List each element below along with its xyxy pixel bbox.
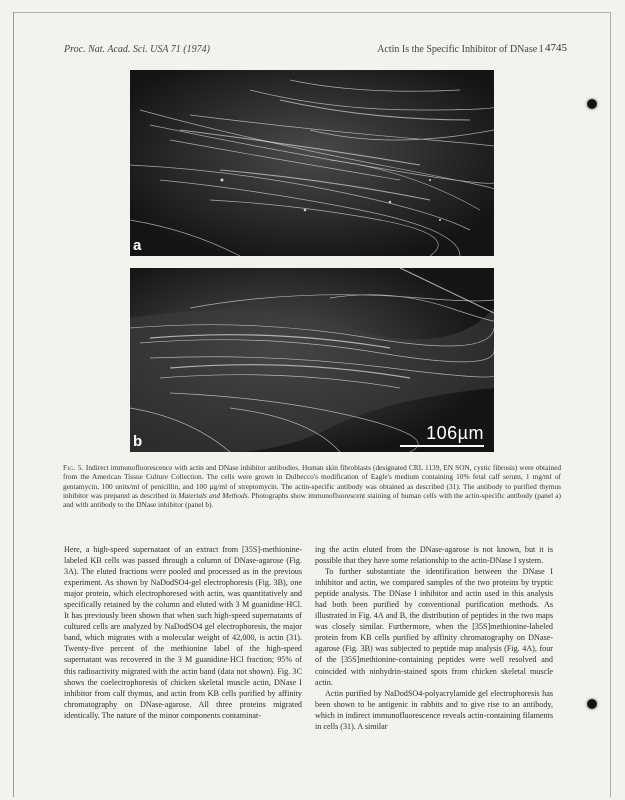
binder-hole-bottom [585, 697, 599, 711]
journal-citation: Proc. Nat. Acad. Sci. USA 71 (1974) [64, 44, 210, 55]
body-column-right [315, 544, 553, 732]
figure-caption [63, 463, 561, 510]
caption-italic-ref: Materials and Methods [178, 491, 248, 501]
panel-a-label: a [133, 237, 142, 254]
paragraph: Here, a high-speed supernatant of an extract from [35S]-methionine-labeled KB cells was passed through a column of DNase-agarose (Fig. 3A). The eluted fractions were pooled and processed as in the previous experiment. As shown by NaDodSO4-gel electrophoresis (Fig. 3B), one major protein, which electrophoresed with actin, was quantitatively and specifically retained by the column and eluted with 3 M guanidine·HCl. It has previously been shown that when such high-speed supernatants of cultured cells are analyzed by NaDodSO4 gel electrophoresis, the major band, which migrates with a molecular weight of 42,000, is actin (31). Twenty-five percent of the methionine label of the high-speed supernatant was recovered in the 3 M guanidine·HCl fraction; 95% of this radioactivity migrated with the actin band (data not shown). Fig. 3C shows the coelectrophoresis of chicken skeletal muscle actin, DNase I inhibitor from calf thymus, and actin from KB cells purified by affinity chromatography on DNase-agarose. All three proteins migrated identically. The nature of the minor components contaminat- [64, 545, 302, 720]
scale-bar-label: 106µm [426, 423, 484, 443]
micrograph-panel-a [130, 70, 494, 256]
fibroblast-fluorescence-image-a [130, 70, 494, 256]
paragraph: To further substantiate the identification between the DNase I inhibitor and actin, we compared samples of the two proteins by tryptic peptide analysis. The DNase I inhibitor and actin used in this analysis had both been purified by conventional purification methods. As illustrated in Fig. 4A and B, the distribution of peptides in the two maps was closely similar. Furthermore, when the [35S]methionine-labeled protein from KB cells purified by affinity chromatography on DNase-agarose (Fig. 3B) was subjected to peptide map analysis (Fig. 4A), four of the [35S]methionine-containing peptides were well resolved and coincided with ninhydrin-stained spots from chicken skeletal muscle actin. [315, 567, 553, 687]
panel-b-label: b [133, 433, 143, 450]
page-edge-right [610, 12, 611, 797]
caption-text: Indirect immunofluorescence with actin and DNase inhibitor antibodies. Human skin fibroblasts (designated CRL 1139, EN SON, cystic fibrosis) were obtained from the American Tissue Culture Collection. The cells were grown in Dulbecco's modification of Eagle's medium containing 10% fetal calf serum, 1 mg/ml of gentamycin, 100 units/ml of penicillin, and 100 µg/ml of streptomycin. The actin-specific antibody was obtained as described (31). The antibody to purified thymus inhibitor was prepared as described in [63, 463, 562, 501]
caption-text-end: . Photographs show immunofluorescent staining of human cells with the actin-specific antibody (panel a) and with antibody to the DNase inhibitor (panel b). [63, 491, 561, 510]
page-edge-left [13, 12, 14, 797]
body-column-left [64, 544, 302, 721]
running-title: Actin Is the Specific Inhibitor of DNase I [377, 44, 543, 55]
scale-bar [400, 445, 484, 447]
paragraph: Actin purified by NaDodSO4-polyacrylamide gel electrophoresis has been shown to be antigenic in rabbits and to give rise to an antibody, which in indirect immunofluorescence reveals actin-containing filaments in cells (31). A similar [315, 688, 553, 731]
figure-number: Fig. 5. [63, 463, 84, 472]
page-edge-top [13, 12, 610, 13]
paragraph: ing the actin eluted from the DNase-agarose is not known, but it is possible that they have some relationship to the actin-DNase I system. [315, 545, 553, 566]
page-number: 4745 [545, 42, 567, 54]
micrograph-panel-b [130, 268, 494, 452]
binder-hole-top [585, 97, 599, 111]
